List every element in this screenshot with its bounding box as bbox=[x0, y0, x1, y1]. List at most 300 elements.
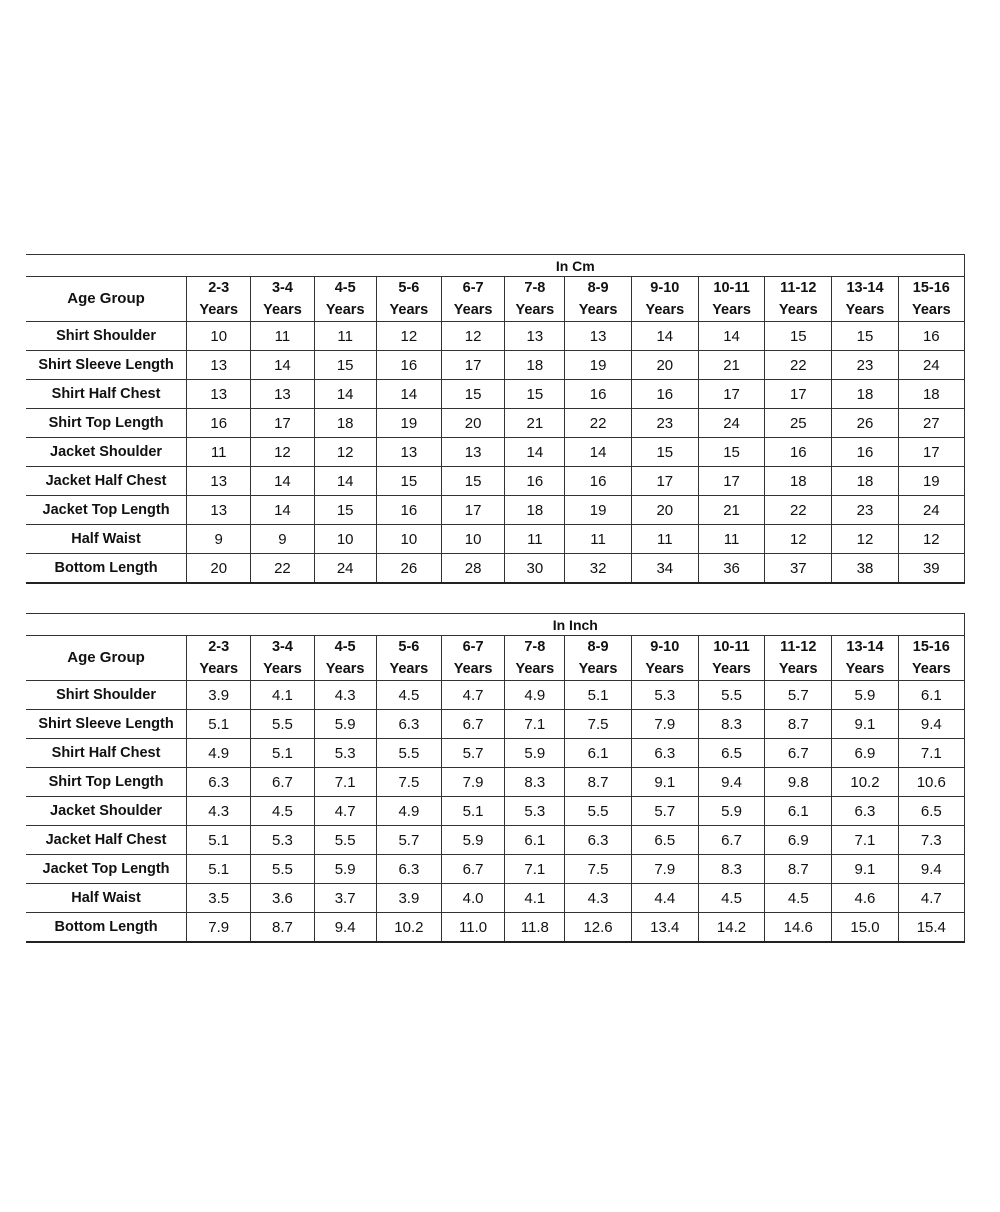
measurement-value: 7.1 bbox=[314, 768, 376, 797]
table-row bbox=[26, 797, 965, 826]
age-range: 11-12 bbox=[780, 280, 817, 296]
measurement-value: 5.3 bbox=[505, 797, 565, 826]
age-column-header bbox=[442, 277, 505, 322]
measurement-value: 12.6 bbox=[565, 913, 631, 943]
measurement-label: Half Waist bbox=[26, 525, 187, 554]
table-row bbox=[26, 409, 965, 438]
age-column-header bbox=[251, 636, 314, 681]
measurement-value: 19 bbox=[565, 351, 631, 380]
measurement-value: 18 bbox=[765, 467, 832, 496]
measurement-label: Shirt Half Chest bbox=[26, 739, 187, 768]
column-header-row bbox=[26, 636, 965, 681]
measurement-value: 18 bbox=[898, 380, 964, 409]
measurement-label: Jacket Top Length bbox=[26, 496, 187, 525]
measurement-label: Jacket Shoulder bbox=[26, 797, 187, 826]
measurement-value: 4.5 bbox=[765, 884, 832, 913]
measurement-value: 7.1 bbox=[898, 739, 964, 768]
measurement-value: 5.7 bbox=[631, 797, 698, 826]
age-range: 15-16 bbox=[912, 280, 950, 296]
measurement-value: 4.3 bbox=[314, 681, 376, 710]
age-range: 3-4 bbox=[271, 639, 293, 655]
measurement-value: 14.6 bbox=[765, 913, 832, 943]
age-range: 5-6 bbox=[398, 639, 420, 655]
measurement-value: 16 bbox=[765, 438, 832, 467]
table-row bbox=[26, 826, 965, 855]
age-range: 7-8 bbox=[524, 280, 546, 296]
measurement-value: 13 bbox=[187, 496, 251, 525]
measurement-value: 11 bbox=[251, 322, 314, 351]
measurement-value: 9 bbox=[251, 525, 314, 554]
measurement-value: 15.4 bbox=[898, 913, 964, 943]
measurement-label: Shirt Top Length bbox=[26, 768, 187, 797]
measurement-value: 14.2 bbox=[698, 913, 764, 943]
title-row-spacer bbox=[26, 614, 187, 636]
age-column-header bbox=[765, 636, 832, 681]
measurement-value: 12 bbox=[765, 525, 832, 554]
measurement-value: 26 bbox=[832, 409, 898, 438]
measurement-value: 8.7 bbox=[251, 913, 314, 943]
age-column-header bbox=[187, 277, 251, 322]
age-column-header bbox=[565, 636, 631, 681]
measurement-value: 9.1 bbox=[631, 768, 698, 797]
measurement-value: 21 bbox=[505, 409, 565, 438]
measurement-value: 5.1 bbox=[441, 797, 504, 826]
age-column-header bbox=[698, 636, 764, 681]
measurement-value: 15 bbox=[442, 467, 505, 496]
measurement-value: 25 bbox=[765, 409, 832, 438]
age-unit: Years bbox=[199, 661, 239, 677]
measurement-value: 32 bbox=[565, 554, 631, 584]
age-unit: Years bbox=[389, 661, 429, 677]
age-column-header bbox=[251, 277, 314, 322]
measurement-value: 4.7 bbox=[314, 797, 376, 826]
measurement-value: 22 bbox=[565, 409, 631, 438]
measurement-value: 8.7 bbox=[765, 710, 832, 739]
measurement-value: 13 bbox=[505, 322, 565, 351]
measurement-value: 16 bbox=[505, 467, 565, 496]
measurement-value: 7.9 bbox=[631, 710, 698, 739]
measurement-value: 5.7 bbox=[376, 826, 441, 855]
age-column-header bbox=[898, 277, 964, 322]
age-range: 10-11 bbox=[713, 639, 750, 655]
age-unit: Years bbox=[778, 661, 818, 677]
measurement-value: 6.3 bbox=[565, 826, 631, 855]
age-range: 13-14 bbox=[846, 280, 884, 296]
table-row bbox=[26, 467, 965, 496]
measurement-value: 19 bbox=[376, 409, 441, 438]
measurement-value: 20 bbox=[631, 496, 698, 525]
age-unit: Years bbox=[263, 661, 302, 677]
measurement-value: 9.4 bbox=[898, 855, 964, 884]
measurement-value: 7.9 bbox=[441, 768, 504, 797]
measurement-value: 18 bbox=[505, 496, 565, 525]
age-range: 9-10 bbox=[650, 639, 680, 655]
measurement-value: 6.5 bbox=[898, 797, 964, 826]
age-unit: Years bbox=[911, 302, 951, 318]
age-range: 9-10 bbox=[650, 280, 680, 296]
table-title: In Inch bbox=[187, 614, 965, 636]
measurement-value: 11 bbox=[187, 438, 251, 467]
age-unit: Years bbox=[778, 302, 818, 318]
table-row bbox=[26, 438, 965, 467]
measurement-value: 15 bbox=[765, 322, 832, 351]
measurement-value: 5.1 bbox=[187, 826, 251, 855]
measurement-value: 10 bbox=[314, 525, 376, 554]
age-range: 4-5 bbox=[334, 280, 356, 296]
age-range: 4-5 bbox=[334, 639, 356, 655]
column-header-row bbox=[26, 277, 965, 322]
measurement-value: 24 bbox=[898, 496, 964, 525]
table-row bbox=[26, 322, 965, 351]
measurement-value: 14 bbox=[314, 467, 376, 496]
measurement-value: 4.9 bbox=[505, 681, 565, 710]
age-unit: Years bbox=[515, 302, 555, 318]
measurement-value: 6.9 bbox=[832, 739, 898, 768]
age-column-header bbox=[631, 636, 698, 681]
measurement-value: 5.1 bbox=[187, 855, 251, 884]
measurement-label: Shirt Shoulder bbox=[26, 322, 187, 351]
measurement-value: 4.3 bbox=[187, 797, 251, 826]
measurement-value: 7.9 bbox=[631, 855, 698, 884]
age-column-header bbox=[314, 636, 376, 681]
measurement-label: Shirt Sleeve Length bbox=[26, 351, 187, 380]
age-range: 10-11 bbox=[713, 280, 750, 296]
measurement-value: 6.3 bbox=[187, 768, 251, 797]
measurement-value: 16 bbox=[832, 438, 898, 467]
measurement-value: 11 bbox=[565, 525, 631, 554]
table-row bbox=[26, 768, 965, 797]
age-group-header: Age Group bbox=[26, 277, 187, 322]
measurement-value: 4.9 bbox=[376, 797, 441, 826]
measurement-value: 5.5 bbox=[251, 710, 314, 739]
measurement-value: 17 bbox=[442, 351, 505, 380]
measurement-value: 6.1 bbox=[898, 681, 964, 710]
measurement-value: 13 bbox=[376, 438, 441, 467]
age-range: 8-9 bbox=[587, 639, 609, 655]
measurement-label: Jacket Half Chest bbox=[26, 826, 187, 855]
measurement-value: 6.1 bbox=[565, 739, 631, 768]
measurement-value: 37 bbox=[765, 554, 832, 584]
measurement-value: 9.4 bbox=[898, 710, 964, 739]
measurement-value: 19 bbox=[565, 496, 631, 525]
measurement-value: 10.6 bbox=[898, 768, 964, 797]
measurement-value: 3.9 bbox=[187, 681, 251, 710]
measurement-value: 8.3 bbox=[698, 855, 764, 884]
measurement-value: 6.3 bbox=[832, 797, 898, 826]
age-column-header bbox=[505, 277, 565, 322]
measurement-label: Jacket Top Length bbox=[26, 855, 187, 884]
measurement-value: 34 bbox=[631, 554, 698, 584]
age-column-header bbox=[698, 277, 764, 322]
measurement-value: 20 bbox=[631, 351, 698, 380]
size-chart-cm-table bbox=[26, 254, 965, 584]
age-column-header bbox=[441, 636, 504, 681]
measurement-value: 12 bbox=[898, 525, 964, 554]
measurement-value: 18 bbox=[832, 380, 898, 409]
age-unit: Years bbox=[645, 302, 685, 318]
measurement-value: 13 bbox=[442, 438, 505, 467]
measurement-value: 13 bbox=[251, 380, 314, 409]
age-unit: Years bbox=[263, 302, 302, 318]
measurement-value: 5.7 bbox=[441, 739, 504, 768]
measurement-value: 4.7 bbox=[441, 681, 504, 710]
measurement-value: 16 bbox=[376, 496, 441, 525]
measurement-value: 4.9 bbox=[187, 739, 251, 768]
measurement-value: 11.8 bbox=[505, 913, 565, 943]
table-row bbox=[26, 855, 965, 884]
measurement-value: 24 bbox=[898, 351, 964, 380]
measurement-value: 6.1 bbox=[505, 826, 565, 855]
age-column-header bbox=[765, 277, 832, 322]
age-unit: Years bbox=[389, 302, 429, 318]
measurement-value: 39 bbox=[898, 554, 964, 584]
measurement-value: 14 bbox=[251, 351, 314, 380]
age-unit: Years bbox=[845, 302, 885, 318]
measurement-value: 16 bbox=[376, 351, 441, 380]
measurement-value: 12 bbox=[832, 525, 898, 554]
measurement-value: 10 bbox=[187, 322, 251, 351]
table-row bbox=[26, 554, 965, 584]
measurement-label: Bottom Length bbox=[26, 554, 187, 584]
measurement-value: 6.5 bbox=[631, 826, 698, 855]
age-column-header bbox=[314, 277, 376, 322]
measurement-label: Bottom Length bbox=[26, 913, 187, 943]
measurement-value: 3.7 bbox=[314, 884, 376, 913]
measurement-label: Jacket Shoulder bbox=[26, 438, 187, 467]
age-unit: Years bbox=[325, 661, 365, 677]
measurement-value: 10.2 bbox=[832, 768, 898, 797]
measurement-value: 22 bbox=[765, 351, 832, 380]
measurement-value: 5.5 bbox=[376, 739, 441, 768]
measurement-value: 6.7 bbox=[698, 826, 764, 855]
measurement-value: 9.1 bbox=[832, 710, 898, 739]
measurement-value: 22 bbox=[765, 496, 832, 525]
table-row bbox=[26, 710, 965, 739]
table-row bbox=[26, 380, 965, 409]
size-chart-inch-table bbox=[26, 613, 965, 943]
measurement-value: 27 bbox=[898, 409, 964, 438]
measurement-value: 16 bbox=[631, 380, 698, 409]
measurement-value: 23 bbox=[832, 496, 898, 525]
measurement-value: 7.1 bbox=[505, 710, 565, 739]
table-title-row bbox=[26, 614, 965, 636]
measurement-value: 7.3 bbox=[898, 826, 964, 855]
measurement-value: 4.4 bbox=[631, 884, 698, 913]
measurement-value: 7.9 bbox=[187, 913, 251, 943]
table-row bbox=[26, 496, 965, 525]
age-unit: Years bbox=[645, 661, 685, 677]
measurement-value: 4.6 bbox=[832, 884, 898, 913]
measurement-label: Shirt Shoulder bbox=[26, 681, 187, 710]
measurement-value: 18 bbox=[314, 409, 376, 438]
measurement-label: Shirt Top Length bbox=[26, 409, 187, 438]
measurement-value: 17 bbox=[698, 380, 764, 409]
table-row bbox=[26, 351, 965, 380]
measurement-value: 14 bbox=[698, 322, 764, 351]
measurement-value: 4.1 bbox=[251, 681, 314, 710]
measurement-value: 8.7 bbox=[765, 855, 832, 884]
measurement-value: 9.8 bbox=[765, 768, 832, 797]
measurement-value: 16 bbox=[898, 322, 964, 351]
measurement-value: 10 bbox=[376, 525, 441, 554]
measurement-value: 7.5 bbox=[376, 768, 441, 797]
measurement-value: 5.3 bbox=[314, 739, 376, 768]
measurement-value: 20 bbox=[442, 409, 505, 438]
measurement-value: 6.7 bbox=[765, 739, 832, 768]
measurement-value: 6.7 bbox=[251, 768, 314, 797]
measurement-value: 5.1 bbox=[251, 739, 314, 768]
measurement-value: 5.5 bbox=[251, 855, 314, 884]
measurement-value: 9.4 bbox=[314, 913, 376, 943]
measurement-value: 8.3 bbox=[698, 710, 764, 739]
measurement-value: 15 bbox=[832, 322, 898, 351]
measurement-label: Shirt Half Chest bbox=[26, 380, 187, 409]
measurement-value: 9 bbox=[187, 525, 251, 554]
measurement-value: 5.9 bbox=[314, 855, 376, 884]
measurement-value: 14 bbox=[251, 467, 314, 496]
measurement-value: 4.0 bbox=[441, 884, 504, 913]
measurement-value: 3.6 bbox=[251, 884, 314, 913]
measurement-value: 15 bbox=[376, 467, 441, 496]
measurement-value: 6.7 bbox=[441, 855, 504, 884]
age-unit: Years bbox=[515, 661, 555, 677]
age-range: 7-8 bbox=[524, 639, 546, 655]
measurement-value: 38 bbox=[832, 554, 898, 584]
table-row bbox=[26, 913, 965, 943]
measurement-value: 6.3 bbox=[376, 710, 441, 739]
measurement-value: 5.9 bbox=[314, 710, 376, 739]
age-range: 6-7 bbox=[462, 639, 484, 655]
table-row bbox=[26, 739, 965, 768]
age-range: 6-7 bbox=[462, 280, 484, 296]
measurement-value: 13.4 bbox=[631, 913, 698, 943]
measurement-value: 4.5 bbox=[251, 797, 314, 826]
measurement-value: 21 bbox=[698, 496, 764, 525]
measurement-value: 18 bbox=[832, 467, 898, 496]
measurement-value: 17 bbox=[765, 380, 832, 409]
measurement-value: 13 bbox=[565, 322, 631, 351]
measurement-value: 15 bbox=[505, 380, 565, 409]
age-unit: Years bbox=[911, 661, 951, 677]
measurement-value: 6.9 bbox=[765, 826, 832, 855]
table-title: In Cm bbox=[187, 255, 965, 277]
table-row bbox=[26, 525, 965, 554]
measurement-value: 5.9 bbox=[832, 681, 898, 710]
measurement-value: 17 bbox=[251, 409, 314, 438]
measurement-label: Shirt Sleeve Length bbox=[26, 710, 187, 739]
measurement-value: 7.1 bbox=[505, 855, 565, 884]
measurement-value: 5.5 bbox=[565, 797, 631, 826]
measurement-value: 5.5 bbox=[314, 826, 376, 855]
measurement-value: 17 bbox=[698, 467, 764, 496]
measurement-value: 6.3 bbox=[631, 739, 698, 768]
age-column-header bbox=[376, 277, 441, 322]
measurement-value: 13 bbox=[187, 351, 251, 380]
age-column-header bbox=[832, 277, 898, 322]
measurement-value: 7.5 bbox=[565, 855, 631, 884]
measurement-value: 24 bbox=[698, 409, 764, 438]
measurement-value: 5.3 bbox=[631, 681, 698, 710]
table-row bbox=[26, 681, 965, 710]
age-unit: Years bbox=[845, 661, 885, 677]
measurement-value: 3.9 bbox=[376, 884, 441, 913]
measurement-value: 5.7 bbox=[765, 681, 832, 710]
measurement-value: 5.1 bbox=[187, 710, 251, 739]
measurement-value: 4.5 bbox=[376, 681, 441, 710]
measurement-value: 16 bbox=[187, 409, 251, 438]
age-range: 15-16 bbox=[912, 639, 950, 655]
age-range: 13-14 bbox=[846, 639, 884, 655]
measurement-value: 12 bbox=[376, 322, 441, 351]
measurement-value: 20 bbox=[187, 554, 251, 584]
measurement-value: 17 bbox=[898, 438, 964, 467]
measurement-value: 15 bbox=[442, 380, 505, 409]
measurement-value: 15 bbox=[314, 496, 376, 525]
measurement-value: 14 bbox=[631, 322, 698, 351]
measurement-value: 15 bbox=[698, 438, 764, 467]
measurement-value: 6.5 bbox=[698, 739, 764, 768]
measurement-value: 8.7 bbox=[565, 768, 631, 797]
measurement-value: 7.1 bbox=[832, 826, 898, 855]
measurement-value: 26 bbox=[376, 554, 441, 584]
age-group-header: Age Group bbox=[26, 636, 187, 681]
measurement-value: 12 bbox=[251, 438, 314, 467]
measurement-value: 11 bbox=[698, 525, 764, 554]
age-column-header bbox=[187, 636, 251, 681]
table-title-row bbox=[26, 255, 965, 277]
measurement-value: 13 bbox=[187, 380, 251, 409]
measurement-value: 9.1 bbox=[832, 855, 898, 884]
measurement-value: 36 bbox=[698, 554, 764, 584]
age-range: 11-12 bbox=[780, 639, 817, 655]
measurement-value: 5.9 bbox=[698, 797, 764, 826]
age-range: 5-6 bbox=[398, 280, 420, 296]
measurement-value: 12 bbox=[442, 322, 505, 351]
measurement-value: 7.5 bbox=[565, 710, 631, 739]
measurement-value: 5.9 bbox=[441, 826, 504, 855]
measurement-value: 5.3 bbox=[251, 826, 314, 855]
measurement-value: 14 bbox=[505, 438, 565, 467]
age-unit: Years bbox=[453, 302, 493, 318]
measurement-value: 28 bbox=[442, 554, 505, 584]
measurement-value: 23 bbox=[832, 351, 898, 380]
measurement-value: 11 bbox=[505, 525, 565, 554]
measurement-label: Jacket Half Chest bbox=[26, 467, 187, 496]
age-column-header bbox=[376, 636, 441, 681]
measurement-value: 6.1 bbox=[765, 797, 832, 826]
measurement-value: 14 bbox=[565, 438, 631, 467]
measurement-value: 10 bbox=[442, 525, 505, 554]
age-column-header bbox=[832, 636, 898, 681]
measurement-value: 8.3 bbox=[505, 768, 565, 797]
table-row bbox=[26, 884, 965, 913]
measurement-value: 4.1 bbox=[505, 884, 565, 913]
measurement-value: 12 bbox=[314, 438, 376, 467]
measurement-value: 18 bbox=[505, 351, 565, 380]
measurement-value: 5.5 bbox=[698, 681, 764, 710]
measurement-value: 11 bbox=[631, 525, 698, 554]
age-column-header bbox=[505, 636, 565, 681]
age-unit: Years bbox=[453, 661, 493, 677]
measurement-value: 17 bbox=[631, 467, 698, 496]
age-unit: Years bbox=[712, 302, 751, 318]
age-unit: Years bbox=[578, 661, 618, 677]
age-unit: Years bbox=[199, 302, 239, 318]
age-unit: Years bbox=[712, 661, 751, 677]
measurement-value: 16 bbox=[565, 380, 631, 409]
measurement-value: 11.0 bbox=[441, 913, 504, 943]
measurement-value: 19 bbox=[898, 467, 964, 496]
